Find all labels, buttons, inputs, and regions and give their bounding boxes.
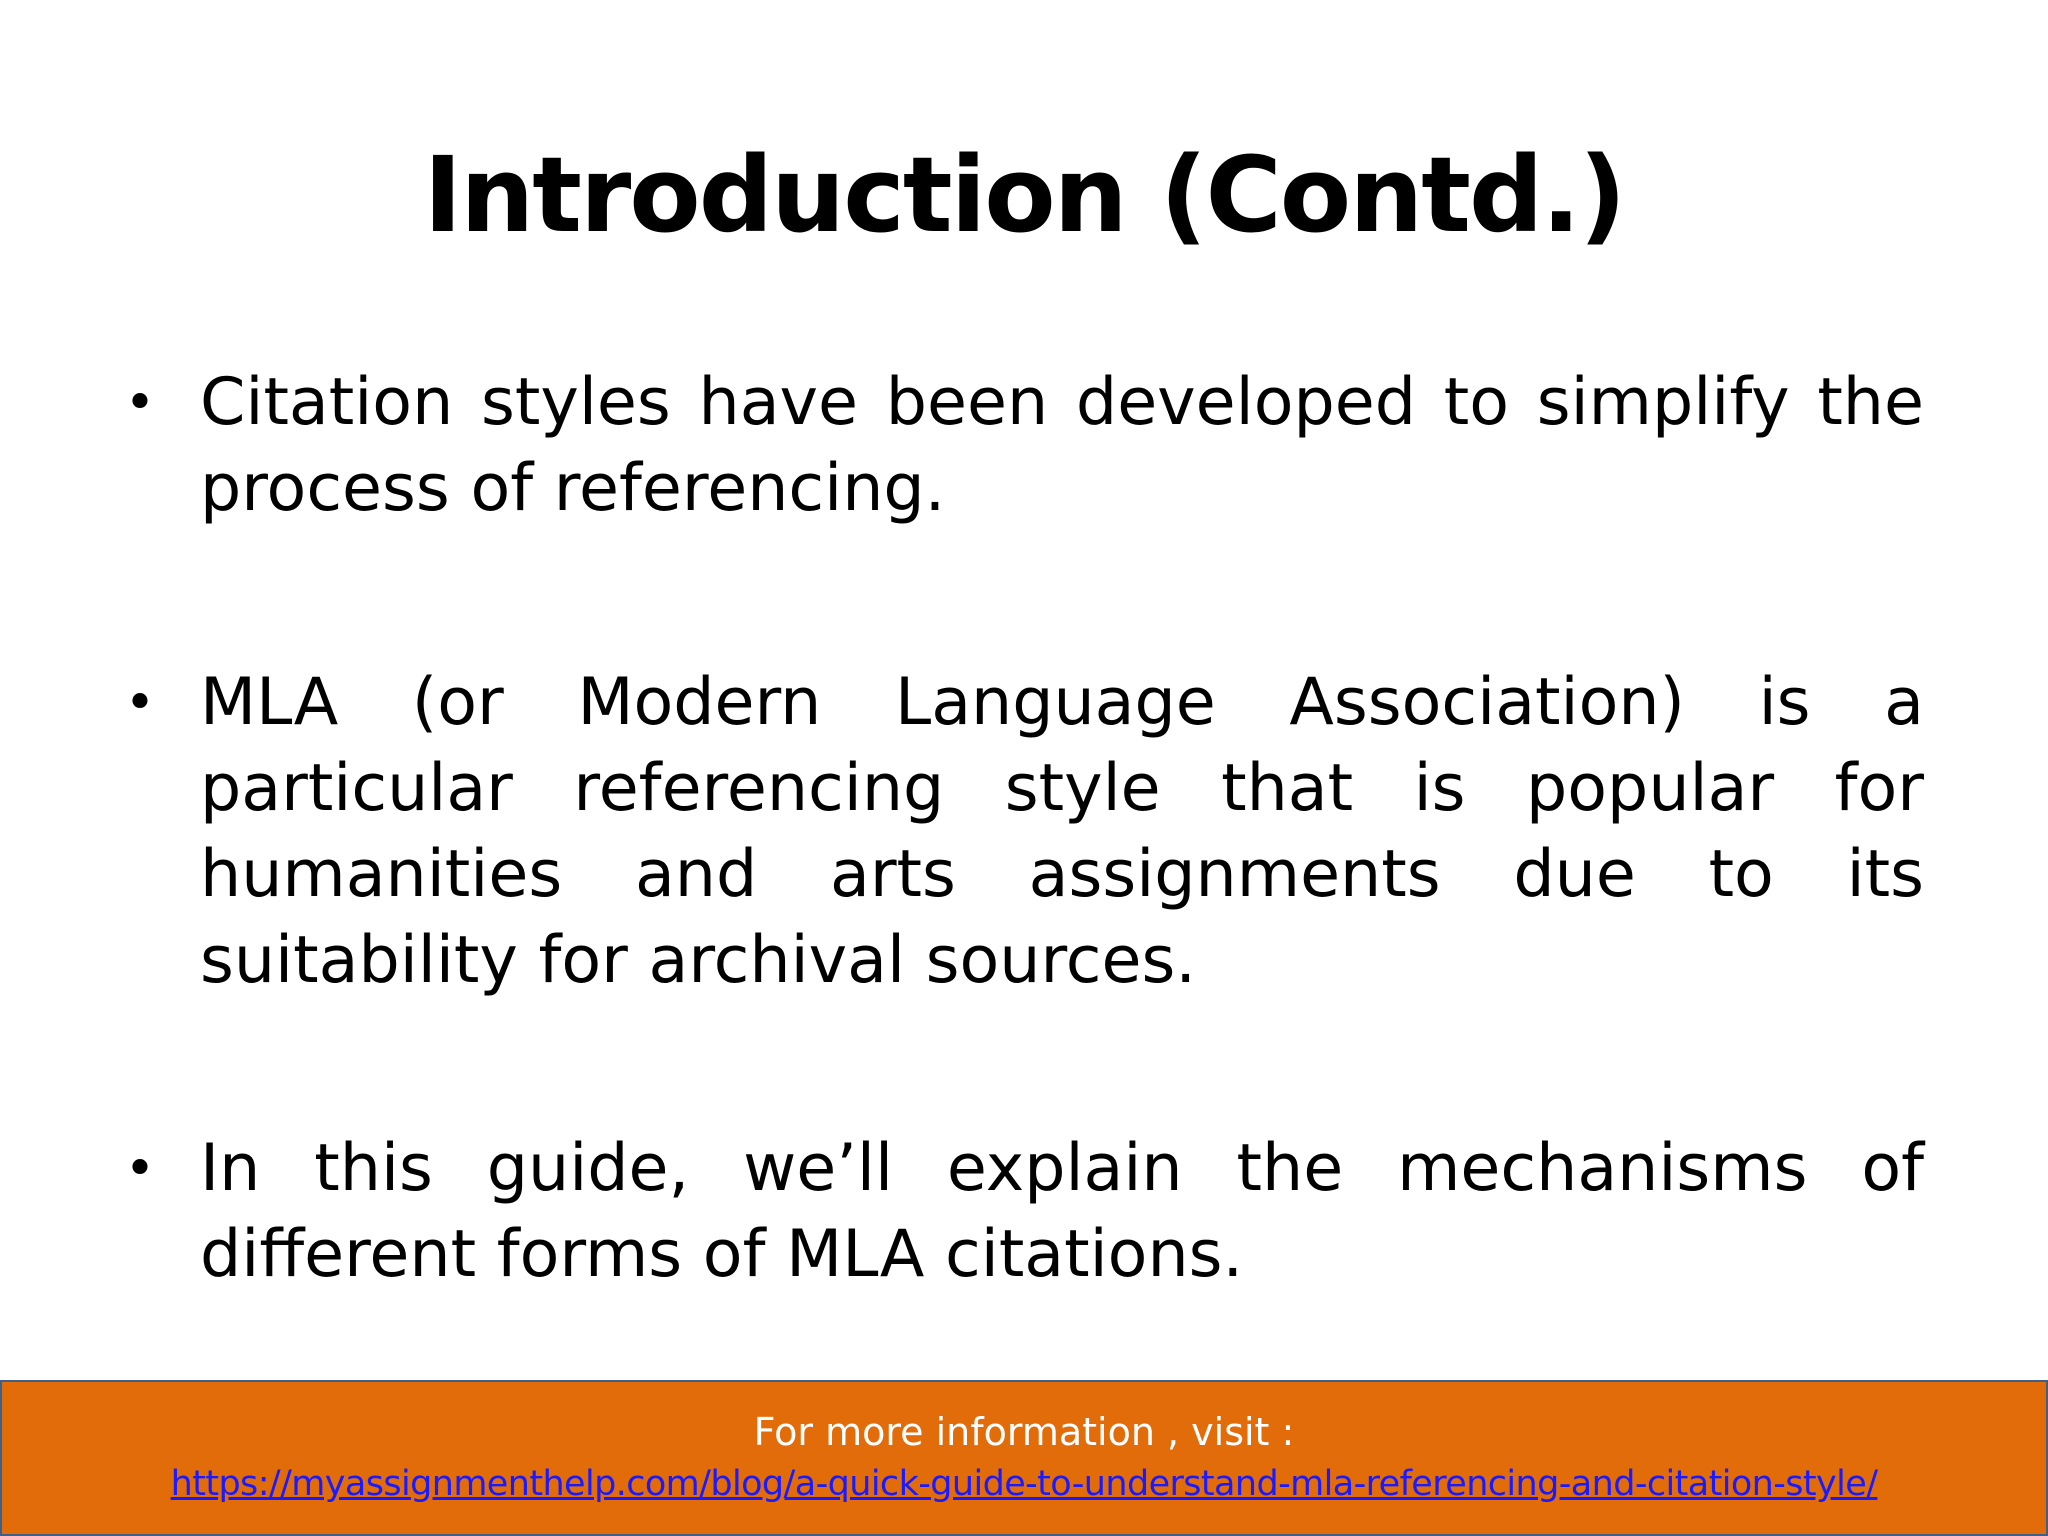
bullet-icon: • <box>124 373 156 433</box>
bullet-icon: • <box>124 673 156 733</box>
bullet-item <box>120 660 1924 1004</box>
footer-label: For more information , visit : <box>753 1410 1295 1454</box>
footer-link[interactable]: https://myassignmenthelp.com/blog/a-quick-guide-to-understand-mla-referencing-and-citation-style/ <box>170 1464 1878 1504</box>
slide-title: Introduction (Contd.) <box>423 134 1625 256</box>
bullet-icon: • <box>124 1139 156 1199</box>
bullet-item <box>120 1126 1924 1298</box>
footer-banner <box>0 1380 2048 1536</box>
bullet-text: In this guide, we’ll explain the mechanisms of different forms of MLA citations. <box>200 1131 1924 1292</box>
bullet-item <box>120 360 1924 532</box>
bullet-text: MLA (or Modern Language Association) is a particular referencing style that is popular for humanities and arts assignments due to its suitability for archival sources. <box>200 665 1924 998</box>
bullet-text: Citation styles have been developed to simplify the process of referencing. <box>200 365 1924 526</box>
bullet-list <box>120 360 1924 1298</box>
